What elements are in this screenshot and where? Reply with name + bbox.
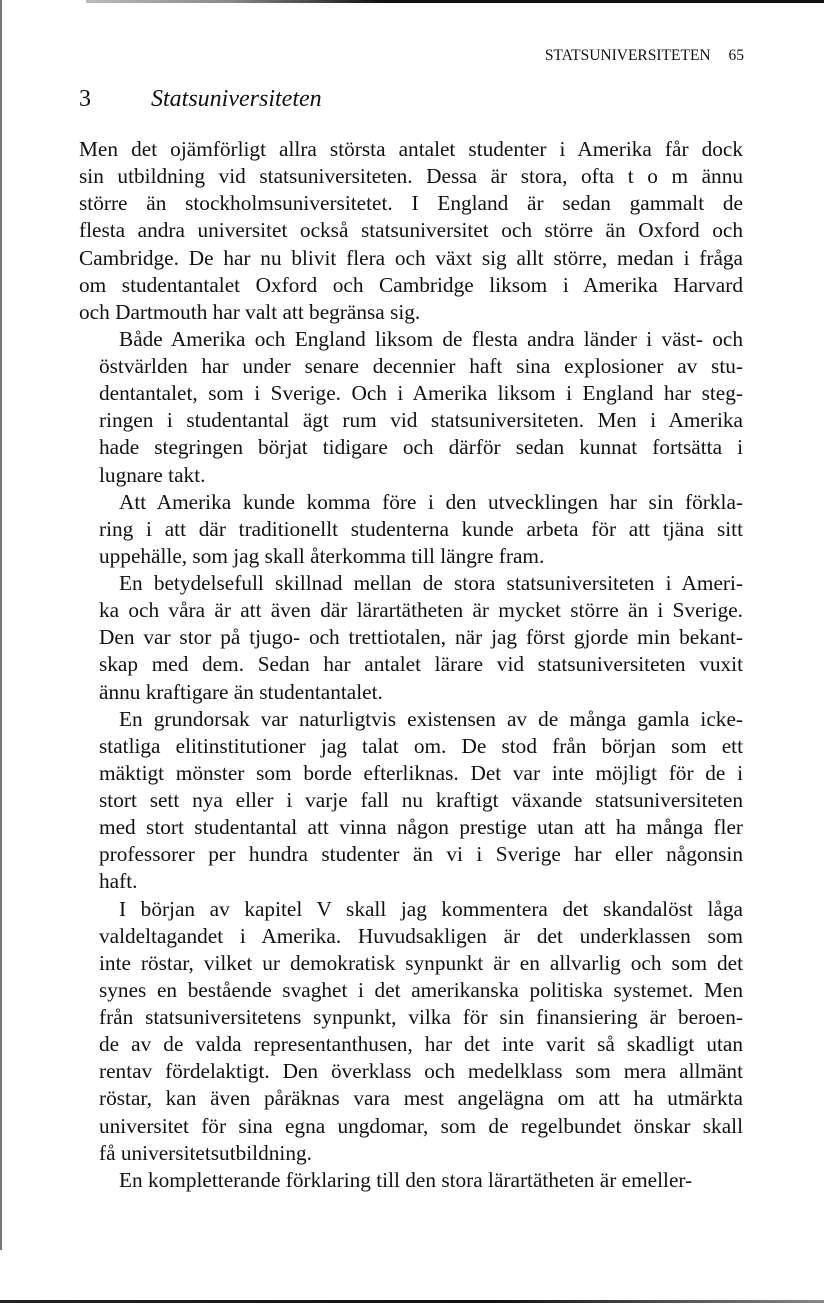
text-line: flesta andra universitet också statsuniversitet och större än Oxford och <box>79 218 743 243</box>
paragraph <box>79 706 743 896</box>
running-head-title: STATSUNIVERSITETEN <box>544 47 711 64</box>
text-line: En kompletterande förklaring till den stora lärartätheten är emeller- <box>119 1167 693 1192</box>
text-line: universitet för sina egna ungdomar, som de regelbundet önskar skall <box>99 1113 743 1138</box>
scan-edge-top <box>86 0 824 3</box>
text-line: professorer per hundra studenter än vi i Sverige har eller någonsin <box>99 842 743 867</box>
text-line: ännu kraftigare än studentantalet. <box>99 679 383 704</box>
scan-edge-bottom <box>0 1300 824 1303</box>
paragraph <box>79 489 743 570</box>
text-line: En grundorsak var naturligtvis existensen av de många gamla icke- <box>119 706 743 731</box>
text-line: rentav fördelaktigt. Den överklass och medelklass som mera allmänt <box>99 1059 743 1084</box>
text-line: synes en bestående svaghet i det amerikanska politiska systemet. Men <box>99 977 743 1002</box>
text-line: lugnare takt. <box>99 462 206 487</box>
chapter-title: Statsuniversiteten <box>151 86 322 112</box>
chapter-number: 3 <box>79 86 91 112</box>
text-line: större än stockholmsuniversitetet. I England är sedan gammalt de <box>79 191 743 216</box>
paragraph <box>79 136 743 326</box>
chapter-heading <box>79 86 322 113</box>
text-line: från statsuniversitetens synpunkt, vilka för sin finansiering är beroen- <box>99 1005 743 1029</box>
text-line: få universitetsutbildning. <box>99 1140 312 1165</box>
paragraph <box>79 1167 743 1194</box>
text-line: I början av kapitel V skall jag kommentera det skandalöst låga <box>119 896 743 921</box>
paragraph <box>79 326 743 489</box>
text-line: och Dartmouth har valt att begränsa sig. <box>79 299 421 324</box>
scan-edge-left <box>0 0 2 1250</box>
body-text <box>79 136 743 1194</box>
text-line: om studentantalet Oxford och Cambridge liksom i Amerika Harvard <box>79 272 743 297</box>
text-line: de av de valda representanthusen, har det inte varit så skadligt utan <box>99 1032 743 1057</box>
text-line: valdeltagandet i Amerika. Huvudsakligen är det underklassen som <box>99 923 743 948</box>
text-line: Men det ojämförligt allra största antalet studenter i Amerika får dock <box>79 137 743 161</box>
page-number: 65 <box>728 47 744 64</box>
text-line: Cambridge. De har nu blivit flera och växt sig allt större, medan i fråga <box>79 245 743 270</box>
text-line: En betydelsefull skillnad mellan de stora statsuniversiteten i Ameri- <box>119 571 743 595</box>
text-line: haft. <box>99 869 138 894</box>
text-line: Både Amerika och England liksom de flesta andra länder i väst- och <box>119 326 743 351</box>
text-line: uppehälle, som jag skall återkomma till längre fram. <box>99 543 545 568</box>
text-line: ringen i studentantal ägt rum vid statsuniversiteten. Men i Amerika <box>99 408 743 433</box>
text-line: mäktigt mönster som borde efterliknas. Det var inte möjligt för de i <box>99 760 743 785</box>
text-line: inte röstar, vilket ur demokratisk synpunkt är en allvarlig och som det <box>99 950 743 975</box>
text-line: stort sett nya eller i varje fall nu kraftigt växande statsuniversiteten <box>99 788 743 812</box>
text-line: röstar, kan även påräknas vara mest angelägna om att ha utmärkta <box>99 1086 743 1111</box>
text-line: ka och våra är att även där lärartätheten är mycket större än i Sverige. <box>99 598 743 623</box>
text-line: med stort studentantal att vinna någon prestige utan att ha många fler <box>99 815 743 840</box>
text-line: Att Amerika kunde komma före i den utvecklingen har sin förkla- <box>119 489 743 514</box>
running-head <box>545 47 744 65</box>
text-line: hade stegringen börjat tidigare och därför sedan kunnat fortsätta i <box>99 435 743 460</box>
text-line: skap med dem. Sedan har antalet lärare vid statsuniversiteten vuxit <box>99 652 743 677</box>
paragraph <box>79 896 743 1167</box>
paragraph <box>79 570 743 706</box>
text-line: Den var stor på tjugo- och trettiotalen, när jag först gjorde min bekant- <box>99 625 743 650</box>
text-line: ring i att där traditionellt studenterna kunde arbeta för att tjäna sitt <box>99 516 743 541</box>
text-line: dentantalet, som i Sverige. Och i Amerika liksom i England har steg- <box>99 381 743 406</box>
text-line: sin utbildning vid statsuniversiteten. Dessa är stora, ofta t o m ännu <box>79 164 743 189</box>
text-line: statliga elitinstitutioner jag talat om. De stod från början som ett <box>99 733 743 758</box>
text-line: östvärlden har under senare decennier haft sina explosioner av stu- <box>99 354 743 378</box>
